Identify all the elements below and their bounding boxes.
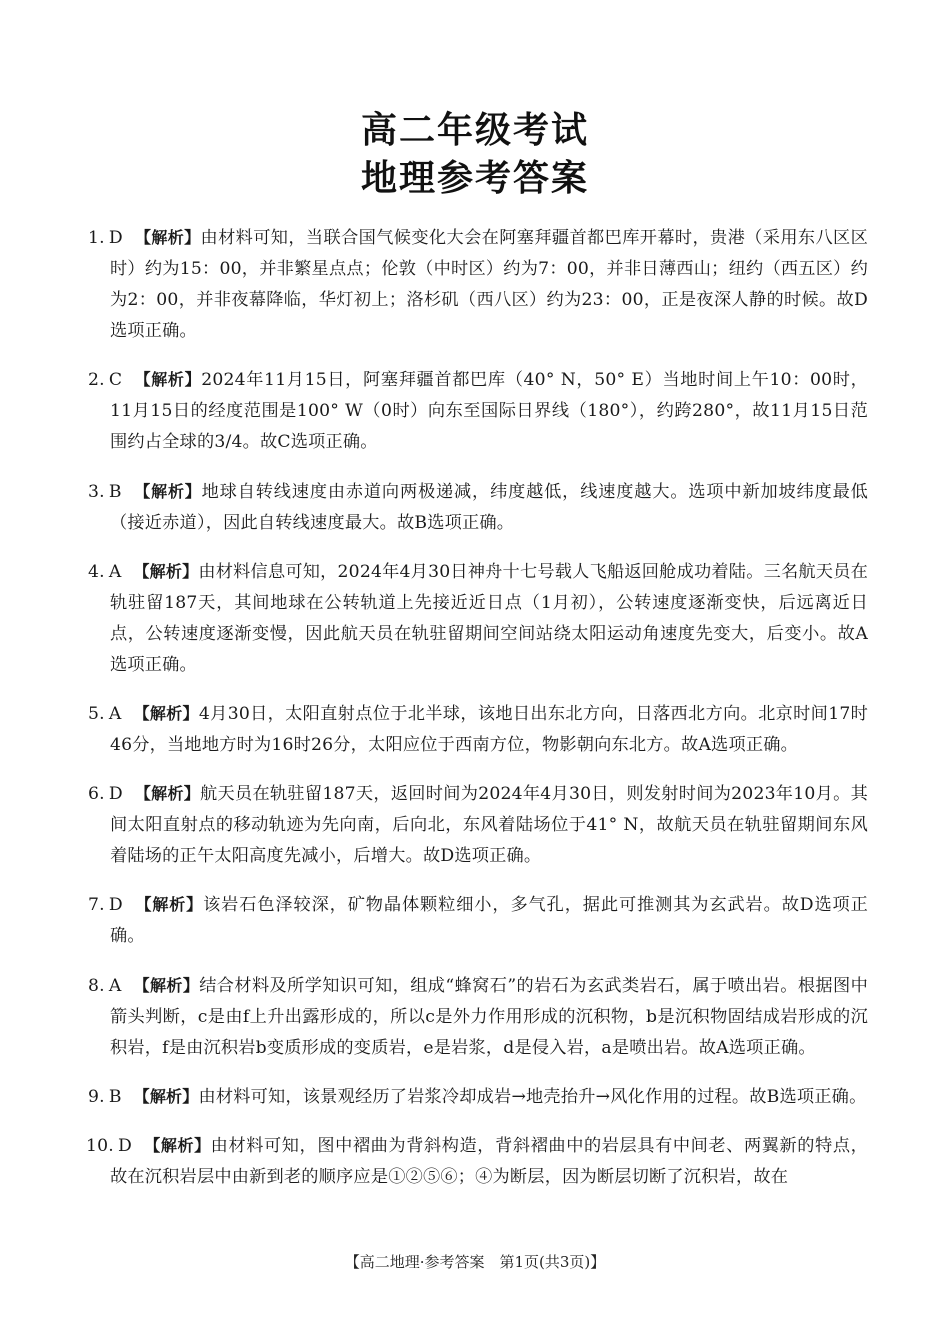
answer-item-8 [88,970,868,1064]
item-number: 2. [88,370,105,391]
item-explanation: 由材料可知，该景观经历了岩浆冷却成岩→地壳抬升→风化作用的过程。故B选项正确。 [198,1086,867,1107]
analysis-label: 【解析】 [134,228,201,248]
item-answer: A [108,703,122,724]
item-answer: C [108,370,123,391]
analysis-label: 【解析】 [133,561,199,581]
answer-item-1 [88,222,868,347]
item-answer: B [108,481,122,502]
item-answer: D [108,228,123,249]
item-answer: D [108,895,123,916]
analysis-label: 【解析】 [134,895,204,915]
answer-list [88,205,868,1202]
analysis-label: 【解析】 [134,370,202,390]
item-answer: A [108,975,122,996]
analysis-label: 【解析】 [133,703,199,723]
item-number: 8. [88,975,105,996]
item-explanation: 地球自转线速度由赤道向两极递减，纬度越低，线速度越大。选项中新加坡纬度最低（接近赤道），因此自转线速度最大。故B选项正确。 [110,481,868,533]
item-explanation: 由材料可知，当联合国气候变化大会在阿塞拜疆首都巴库开幕时，贵港（采用东八区区时）约为15：00，并非繁星点点；伦敦（中时区）约为7：00，并非日薄西山；纽约（西五区）约为2：00，并非夜幕降临，华灯初上；洛杉矶（西八区）约为23：00，正是夜深人静的时候。故D选项正确。 [110,228,868,342]
item-number: 5. [88,703,105,724]
item-explanation: 该岩石色泽较深，矿物晶体颗粒细小，多气孔，据此可推测其为玄武岩。故D选项正确。 [110,895,868,947]
item-answer: A [108,561,122,582]
item-explanation: 结合材料及所学知识可知，组成“蜂窝石”的岩石为玄武类岩石，属于喷出岩。根据图中箭头判断，c是由f上升出露形成的，所以c是外力作用形成的沉积物，b是沉积物固结成岩形成的沉积岩，f是由沉积岩b变质形成的变质岩，e是岩浆，d是侵入岩，a是喷出岩。故A选项正确。 [110,975,868,1058]
answer-item-10 [88,1130,868,1193]
answer-item-3 [88,476,868,539]
exam-title: 高二年级考试 [360,110,589,151]
analysis-label: 【解析】 [133,975,200,995]
item-answer: D [108,784,123,805]
item-number: 7. [88,895,105,916]
page-footer: 【高二地理·参考答案 第1页(共3页)】 [344,1253,606,1271]
answer-item-4 [88,556,868,681]
answer-item-9 [88,1081,868,1113]
analysis-label: 【解析】 [134,784,201,804]
item-explanation: 4月30日，太阳直射点位于北半球，该地日出东北方向，日落西北方向。北京时间17时46分，当地地方时为16时26分，太阳应位于西南方位，物影朝向东北方。故A选项正确。 [110,703,868,755]
answer-item-5 [88,698,868,761]
answer-item-7 [88,889,868,952]
analysis-label: 【解析】 [133,481,202,501]
item-explanation: 2024年11月15日，阿塞拜疆首都巴库（40° N，50° E）当地时间上午10：00时，11月15日的经度范围是100° W（0时）向东至国际日界线（180°），约跨280°，故11月15日范围约占全球的3/4。故C选项正确。 [110,370,868,453]
item-answer: B [108,1086,122,1107]
item-number: 9. [88,1086,105,1107]
answer-item-6 [88,778,868,872]
answer-title: 地理参考答案 [360,158,589,199]
analysis-label: 【解析】 [133,1086,199,1106]
item-number: 10. [86,1135,114,1156]
item-number: 6. [88,784,105,805]
item-number: 4. [88,561,105,582]
answer-item-2 [88,364,868,458]
item-explanation: 由材料信息可知，2024年4月30日神舟十七号载人飞船返回舱成功着陆。三名航天员在轨驻留187天，其间地球在公转轨道上先接近近日点（1月初），公转速度逐渐变快，后远离近日点，公转速度逐渐变慢，因此航天员在轨驻留期间空间站绕太阳运动角速度先变大，后变小。故A选项正确。 [110,561,869,675]
item-explanation: 航天员在轨驻留187天，返回时间为2024年4月30日，则发射时间为2023年10月。其间太阳直射点的移动轨迹为先向南，后向北，东风着陆场位于41° N，故航天员在轨驻留期间东风着陆场的正午太阳高度先减小，后增大。故D选项正确。 [110,784,868,867]
item-number: 1. [88,228,105,249]
item-answer: D [117,1135,132,1156]
item-explanation: 由材料可知，图中褶曲为背斜构造，背斜褶曲中的岩层具有中间老、两翼新的特点，故在沉积岩层中由新到老的顺序应是①②⑤⑥；④为断层，因为断层切断了沉积岩，故在 [110,1135,868,1187]
analysis-label: 【解析】 [143,1135,211,1155]
item-number: 3. [88,481,105,502]
